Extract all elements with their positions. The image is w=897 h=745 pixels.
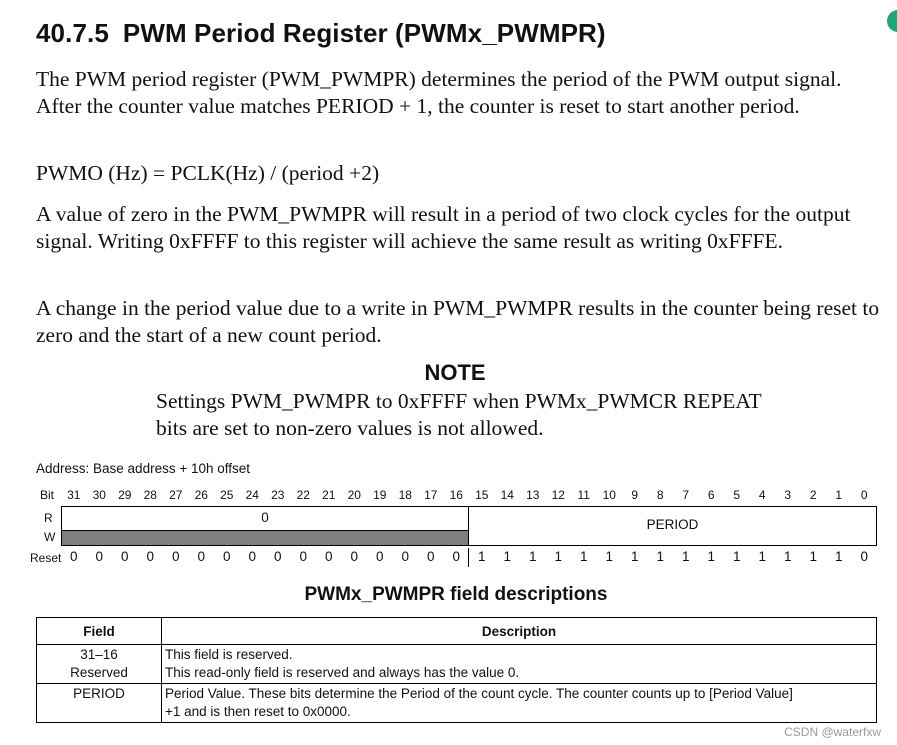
bit-number: 16 (449, 488, 463, 502)
reset-value: 1 (579, 549, 588, 564)
description-cell (162, 684, 877, 723)
reset-value: 0 (222, 549, 231, 564)
paragraph-period-change: A change in the period value due to a write in PWM_PWMPR results in the counter being reset to zero and the start of a new count period. (36, 296, 880, 347)
note-title: NOTE (424, 360, 486, 385)
bit-number: 29 (118, 488, 132, 502)
reserved-write-cell (61, 530, 469, 546)
note-body: Settings PWM_PWMPR to 0xFFFF when PWMx_PWMCR REPEAT bits are set to non-zero values is not allowed. (156, 389, 762, 440)
reset-value: 0 (324, 549, 333, 564)
bit-number: 25 (220, 488, 234, 502)
bit-number: 1 (835, 488, 843, 502)
bit-number: 27 (169, 488, 183, 502)
reset-value: 0 (197, 549, 206, 564)
bit-number: 31 (67, 488, 81, 502)
description-line: +1 and is then reset to 0x0000. (165, 704, 351, 719)
paragraph-zero-value: A value of zero in the PWM_PWMPR will result in a period of two clock cycles for the output signal. Writing 0xFFFF to this register will achieve the same result as writing 0xFFFE. (36, 202, 851, 253)
reset-value: 1 (503, 549, 512, 564)
reset-value: 0 (146, 549, 155, 564)
reserved-read-cell (61, 506, 469, 531)
description-column-header: Description (162, 618, 877, 645)
reset-value: 0 (299, 549, 308, 564)
reset-value: 0 (95, 549, 104, 564)
bit-number: 9 (631, 488, 639, 502)
reset-value: 1 (605, 549, 614, 564)
table-row (37, 684, 877, 723)
bit-number: 14 (500, 488, 514, 502)
bit-row-label: Bit (39, 488, 55, 502)
reset-value: 0 (426, 549, 435, 564)
bit-number: 10 (602, 488, 616, 502)
bit-number: 13 (526, 488, 540, 502)
field-descriptions-table (36, 617, 877, 723)
reset-value: 1 (809, 549, 818, 564)
reserved-value: 0 (261, 510, 269, 525)
reset-value: 1 (707, 549, 716, 564)
reset-value: 0 (375, 549, 384, 564)
paragraph-formula: PWMO (Hz) = PCLK(Hz) / (period +2) (36, 161, 380, 185)
reset-value: 1 (834, 549, 843, 564)
reset-value: 0 (120, 549, 129, 564)
reset-value: 1 (783, 549, 792, 564)
bit-number: 7 (682, 488, 690, 502)
reset-value: 1 (732, 549, 741, 564)
reset-value: 0 (452, 549, 461, 564)
reset-value: 1 (554, 549, 563, 564)
bit-number: 21 (322, 488, 336, 502)
bit-number: 6 (707, 488, 715, 502)
bit-number: 0 (860, 488, 868, 502)
period-field-name: PERIOD (646, 517, 699, 532)
watermark: CSDN @waterfxw (784, 725, 881, 739)
bit-number: 18 (398, 488, 412, 502)
reset-value: 0 (860, 549, 869, 564)
reset-value: 1 (630, 549, 639, 564)
table-row (37, 645, 877, 684)
reset-value: 0 (350, 549, 359, 564)
bit-number: 4 (758, 488, 766, 502)
bit-number: 24 (245, 488, 259, 502)
section-title: PWM Period Register (PWMx_PWMPR) (122, 18, 606, 48)
bit-number: 23 (271, 488, 285, 502)
bit-number: 2 (809, 488, 817, 502)
paragraph-intro: The PWM period register (PWM_PWMPR) determines the period of the PWM output signal. After the counter value matches PERIOD + 1, the counter is reset to start another period. (36, 67, 842, 118)
table-header-row (37, 618, 877, 645)
reset-value: 0 (273, 549, 282, 564)
field-cell (37, 684, 162, 723)
register-address: Address: Base address + 10h offset (36, 461, 251, 476)
field-name: PERIOD (73, 686, 125, 701)
reset-value: 0 (171, 549, 180, 564)
reset-value: 1 (477, 549, 486, 564)
reset-divider (468, 548, 469, 567)
reset-value: 1 (528, 549, 537, 564)
reset-value: 0 (69, 549, 78, 564)
reset-value: 0 (401, 549, 410, 564)
reset-value: 0 (248, 549, 257, 564)
bit-number: 22 (296, 488, 310, 502)
bit-number: 17 (424, 488, 438, 502)
section-number: 40.7.5 (36, 18, 109, 48)
reset-row-label: Reset (30, 551, 62, 565)
description-cell (162, 645, 877, 684)
bit-number: 3 (784, 488, 792, 502)
bit-number: 8 (656, 488, 664, 502)
bit-number: 5 (733, 488, 741, 502)
read-row-label: R (44, 511, 53, 525)
bit-number: 28 (143, 488, 157, 502)
bit-number: 11 (577, 488, 590, 502)
write-row-label: W (44, 530, 56, 544)
period-field-cell (468, 506, 877, 546)
description-line: This read-only field is reserved and always has the value 0. (165, 665, 520, 680)
description-line: Period Value. These bits determine the Period of the count cycle. The counter counts up to [Period Value] (165, 686, 793, 701)
reset-value: 1 (758, 549, 767, 564)
bit-number: 15 (475, 488, 489, 502)
reset-value: 1 (681, 549, 690, 564)
description-line: This field is reserved. (165, 647, 293, 662)
field-name: Reserved (70, 665, 128, 680)
field-table-title: PWMx_PWMPR field descriptions (304, 584, 608, 605)
bit-number: 26 (194, 488, 208, 502)
bit-number: 30 (92, 488, 106, 502)
field-cell (37, 645, 162, 684)
bit-number: 12 (551, 488, 565, 502)
reset-value: 1 (656, 549, 665, 564)
field-bits: 31–16 (80, 647, 118, 662)
field-column-header: Field (37, 618, 162, 645)
bit-number: 19 (373, 488, 387, 502)
bit-number: 20 (347, 488, 361, 502)
